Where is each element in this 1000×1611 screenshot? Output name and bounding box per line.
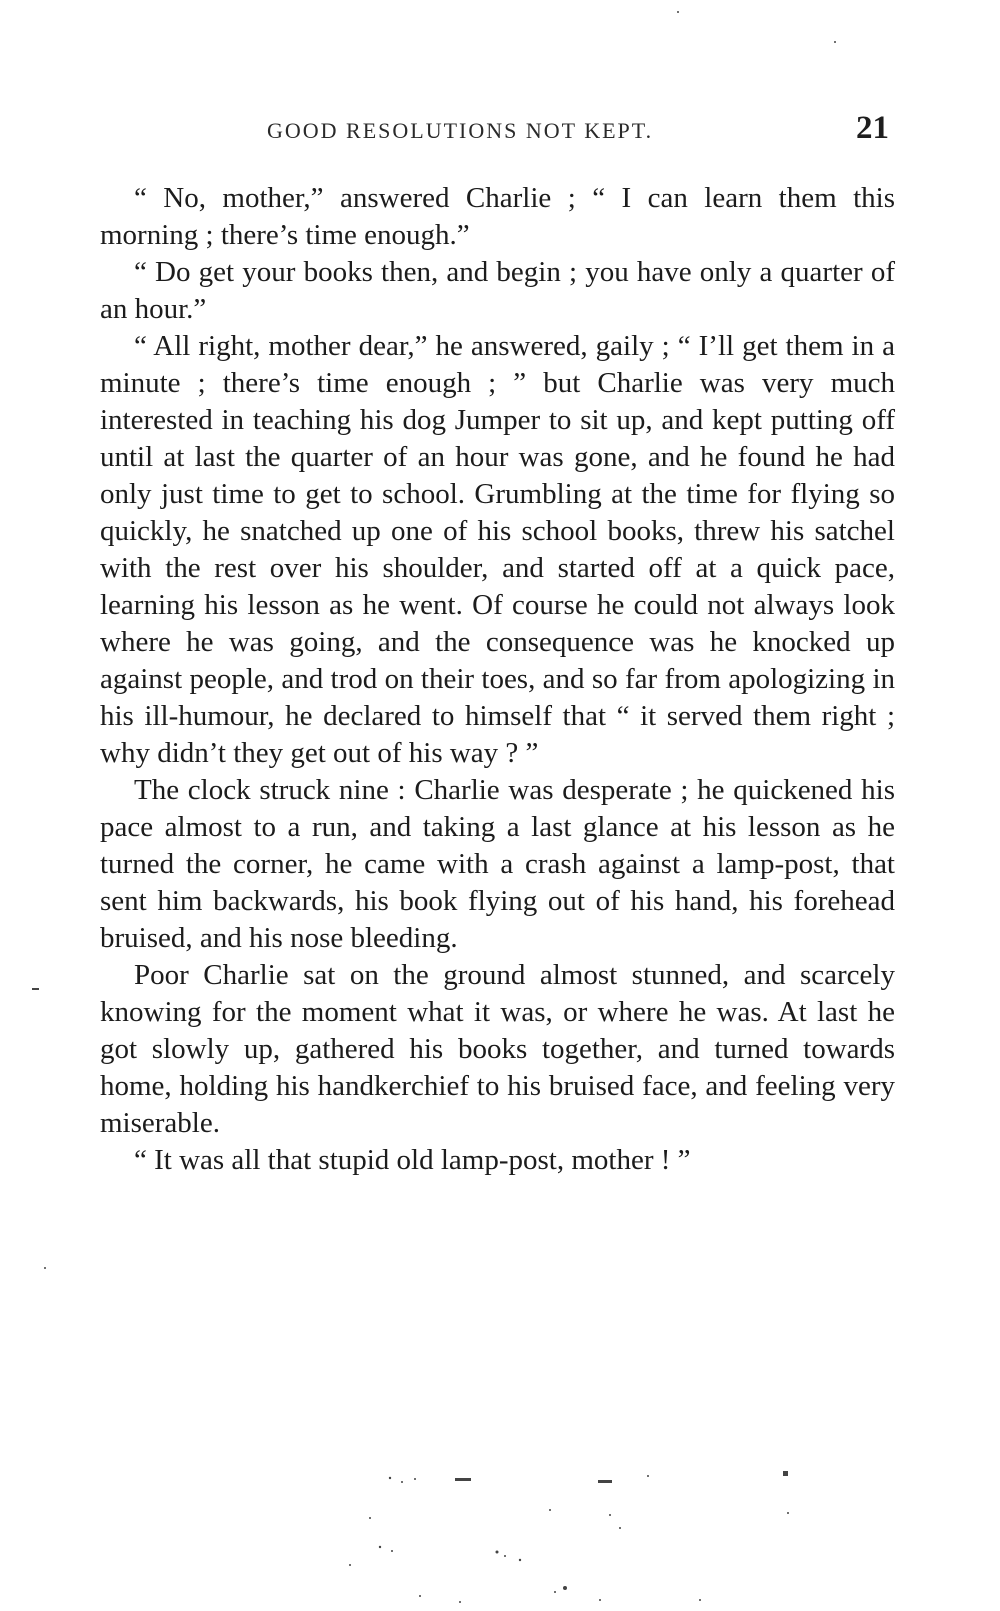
- paragraph-narrative-1: “ All right, mother dear,” he answered, gaily ; “ I’ll get them in a minute ; there’s time enough ; ” but Charlie was very much interested in teaching his dog Jumper to sit up, and kept putting off until at last the quarter of an hour was gone, and he found he had only just time to get to school. Grumbling at the time for flying so quickly, he snatched up one of his school books, threw his satchel with the rest over his shoulder, and started off at a quick pace, learning his lesson as he went. Of course he could not always look where he was going, and the consequence was he knocked up against people, and trod on their toes, and so far from apologizing in his ill-humour, he declared to himself that “ it served them right ; why didn’t they get out of his way ? ”: [100, 330, 895, 769]
- paragraph-narrative-2: The clock struck nine : Charlie was desperate ; he quickened his pace almost to a run, and taking a last glance at his lesson as he turned the corner, he came with a crash against a lamp-post, that sent him backwards, his book flying out of his hand, his forehead bruised, and his nose bleeding.: [100, 774, 895, 954]
- paragraph-dialogue-3: “ It was all that stupid old lamp-post, mother ! ”: [134, 1144, 691, 1176]
- paragraph-narrative-3: Poor Charlie sat on the ground almost stunned, and scarcely knowing for the moment what it was, or where he was. At last he got slowly up, gathered his books together, and turned towards home, holding his handkerchief to his bruised face, and feeling very miserable.: [100, 959, 895, 1139]
- paragraph-dialogue-2: “ Do get your books then, and begin ; you have only a quarter of an hour.”: [100, 256, 895, 325]
- running-header: [100, 110, 895, 150]
- page-number: 21: [856, 110, 889, 146]
- running-title: GOOD RESOLUTIONS NOT KEPT.: [267, 118, 654, 143]
- body-text: [100, 180, 895, 1179]
- paragraph-dialogue-1: “ No, mother,” answered Charlie ; “ I can learn them this morning ; there’s time enough.”: [100, 182, 895, 251]
